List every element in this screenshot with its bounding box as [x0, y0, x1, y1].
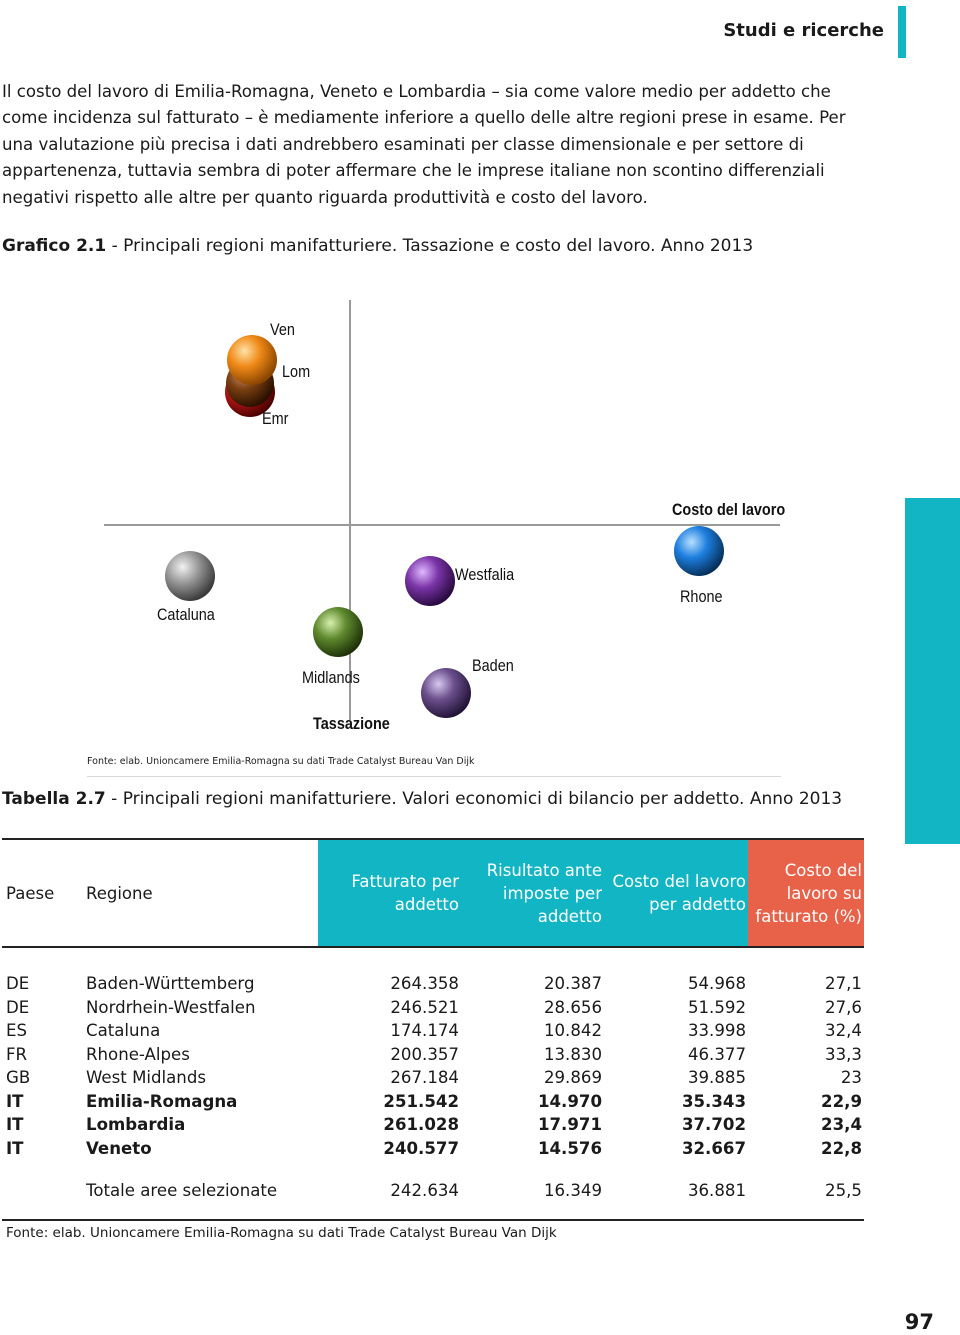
cell-costo: 35.343: [681, 1091, 746, 1111]
cell-regione: Lombardia: [86, 1115, 186, 1134]
point-label-cataluna: Cataluna: [157, 605, 215, 624]
chart-divider: [87, 776, 781, 777]
cell-fatturato: 261.028: [383, 1115, 459, 1134]
cell-fatturato: 264.358: [390, 974, 459, 993]
cell-regione: Rhone-Alpes: [86, 1044, 190, 1064]
cell-incidenza: 32,4: [825, 1021, 862, 1040]
header-regione: Regione: [86, 883, 153, 903]
header-fatturato: [330, 840, 459, 946]
cell-fatturato: 267.184: [390, 1068, 459, 1087]
cell-incidenza: 22,8: [821, 1138, 862, 1158]
cell-total-fatturato: 242.634: [390, 1181, 459, 1200]
cell-paese: IT: [6, 1091, 24, 1111]
header-accent-bar: [898, 6, 906, 58]
cell-incidenza: 27,6: [825, 997, 862, 1017]
cell-regione: Baden-Württemberg: [86, 974, 255, 993]
header-risultato-line2: imposte per: [502, 883, 602, 903]
header-costo-line1: Costo del lavoro: [612, 872, 746, 891]
point-label-baden: Baden: [472, 656, 514, 675]
cell-risultato: 13.830: [543, 1044, 602, 1064]
cell-risultato: 14.576: [537, 1138, 602, 1158]
header-costo-line2: per addetto: [649, 895, 746, 914]
header-risultato-line3: addetto: [537, 906, 602, 926]
point-label-emr: Emr: [262, 409, 289, 428]
cell-fatturato: 246.521: [390, 997, 459, 1017]
cell-paese: IT: [6, 1138, 24, 1158]
point-label-lom: Lom: [282, 362, 311, 381]
cell-paese: GB: [6, 1068, 31, 1087]
cell-incidenza: 33,3: [825, 1044, 862, 1064]
table-bottom-rule: [2, 1219, 864, 1221]
cell-costo: 32.667: [681, 1138, 746, 1158]
table-caption-text: - Principali regioni manifatturiere. Valori economici di bilancio per addetto. Anno 2013: [105, 789, 843, 809]
header-fatturato-line1: Fatturato per: [351, 872, 459, 891]
point-label-westfalia: Westfalia: [455, 565, 515, 584]
cell-incidenza: 22,9: [821, 1091, 862, 1111]
table-row: [0, 998, 870, 1021]
cell-risultato: 28.656: [543, 997, 602, 1017]
x-axis-label: Tassazione: [313, 714, 390, 733]
header-incidenza-line2: lavoro su: [786, 883, 862, 903]
table-source: Fonte: elab. Unioncamere Emilia-Romagna su dati Trade Catalyst Bureau Van Dijk: [6, 1225, 557, 1241]
bubble-cataluna: [165, 551, 215, 601]
cell-total-label: Totale aree selezionate: [86, 1181, 278, 1200]
bubble-layer: [165, 335, 724, 718]
cell-risultato: 20.387: [543, 974, 602, 993]
cell-risultato: 14.970: [537, 1091, 602, 1111]
chart-caption-label: Grafico 2.1: [2, 236, 107, 256]
point-label-rhone: Rhone: [680, 587, 723, 606]
cell-risultato: 17.971: [537, 1115, 602, 1134]
bubble-rhone: [674, 526, 724, 576]
cell-paese: IT: [6, 1115, 24, 1134]
header-incidenza-line3: fatturato (%): [755, 906, 862, 926]
bubble-westfalia: [405, 556, 455, 606]
table-row: [0, 974, 870, 997]
cell-paese: DE: [6, 997, 30, 1017]
chart-caption: [2, 236, 753, 256]
cell-incidenza: 23,4: [821, 1115, 862, 1134]
cell-costo: 37.702: [681, 1115, 746, 1134]
chart-caption-text: - Principali regioni manifatturiere. Tassazione e costo del lavoro. Anno 2013: [106, 236, 754, 256]
cell-costo: 51.592: [687, 997, 746, 1017]
cell-risultato: 29.869: [543, 1068, 602, 1087]
cell-costo: 46.377: [687, 1044, 746, 1064]
chart-source: Fonte: elab. Unioncamere Emilia-Romagna su dati Trade Catalyst Bureau Van Dijk: [87, 756, 475, 767]
bubble-ven: [227, 335, 277, 385]
side-accent-tab: [905, 498, 960, 844]
cell-risultato: 10.842: [543, 1021, 602, 1040]
point-label-ven: Ven: [270, 320, 295, 339]
header-fatturato-line2: addetto: [394, 895, 459, 914]
cell-paese: DE: [6, 974, 30, 993]
header-risultato: [470, 840, 602, 946]
cell-fatturato: 240.577: [383, 1138, 459, 1158]
table-header-rule: [2, 946, 864, 948]
chart: [0, 280, 900, 750]
cell-regione: Cataluna: [86, 1021, 161, 1040]
cell-costo: 39.885: [687, 1068, 746, 1087]
bubble-midlands: [313, 607, 363, 657]
cell-costo: 33.998: [687, 1021, 746, 1040]
table-row: [0, 1092, 870, 1115]
cell-regione: Veneto: [86, 1138, 152, 1158]
cell-regione: Nordrhein-Westfalen: [86, 997, 256, 1017]
cell-total-incidenza: 25,5: [825, 1181, 862, 1200]
cell-regione: Emilia-Romagna: [86, 1091, 238, 1111]
table-row: [0, 1139, 870, 1162]
table-total-row: [0, 1181, 870, 1204]
point-label-midlands: Midlands: [302, 668, 360, 687]
section-title: Studi e ricerche: [723, 20, 884, 41]
table-row: [0, 1045, 870, 1068]
header-incidenza: [752, 840, 862, 946]
cell-paese: FR: [6, 1044, 28, 1064]
header-paese: Paese: [6, 883, 55, 903]
cell-fatturato: 200.357: [390, 1044, 459, 1064]
table-row: [0, 1115, 870, 1138]
bubble-baden: [421, 668, 471, 718]
table-row: [0, 1068, 870, 1091]
cell-incidenza: 27,1: [825, 974, 862, 993]
header-risultato-line1: Risultato ante: [486, 860, 602, 880]
cell-total-risultato: 16.349: [543, 1181, 602, 1200]
intro-paragraph: Il costo del lavoro di Emilia-Romagna, Veneto e Lombardia – sia come valore medio per addetto che come incidenza sul fatturato – è mediamente inferiore a quello delle altre regioni prese in esame. Per una valutazione più precisa i dati andrebbero esaminati per classe dimensionale e per settore di appartenenza, tuttavia sembra di poter affermare che le imprese italiane non scontino differenziali negativi rispetto alle altre per quanto riguarda produttività e costo del lavoro.: [2, 82, 846, 207]
table-row: [0, 1021, 870, 1044]
cell-total-costo: 36.881: [687, 1181, 746, 1200]
table-caption-label: Tabella 2.7: [2, 789, 106, 809]
table-caption: [2, 789, 842, 809]
header-incidenza-line1: Costo del: [784, 860, 862, 880]
cell-regione: West Midlands: [86, 1068, 207, 1087]
cell-incidenza: 23: [840, 1068, 862, 1087]
y-axis-label: Costo del lavoro: [672, 500, 786, 519]
cell-fatturato: 251.542: [383, 1091, 459, 1111]
cell-paese: ES: [6, 1021, 28, 1040]
cell-costo: 54.968: [687, 974, 746, 993]
header-costo: [606, 840, 746, 946]
cell-fatturato: 174.174: [390, 1021, 459, 1040]
page-number: 97: [904, 1310, 934, 1334]
